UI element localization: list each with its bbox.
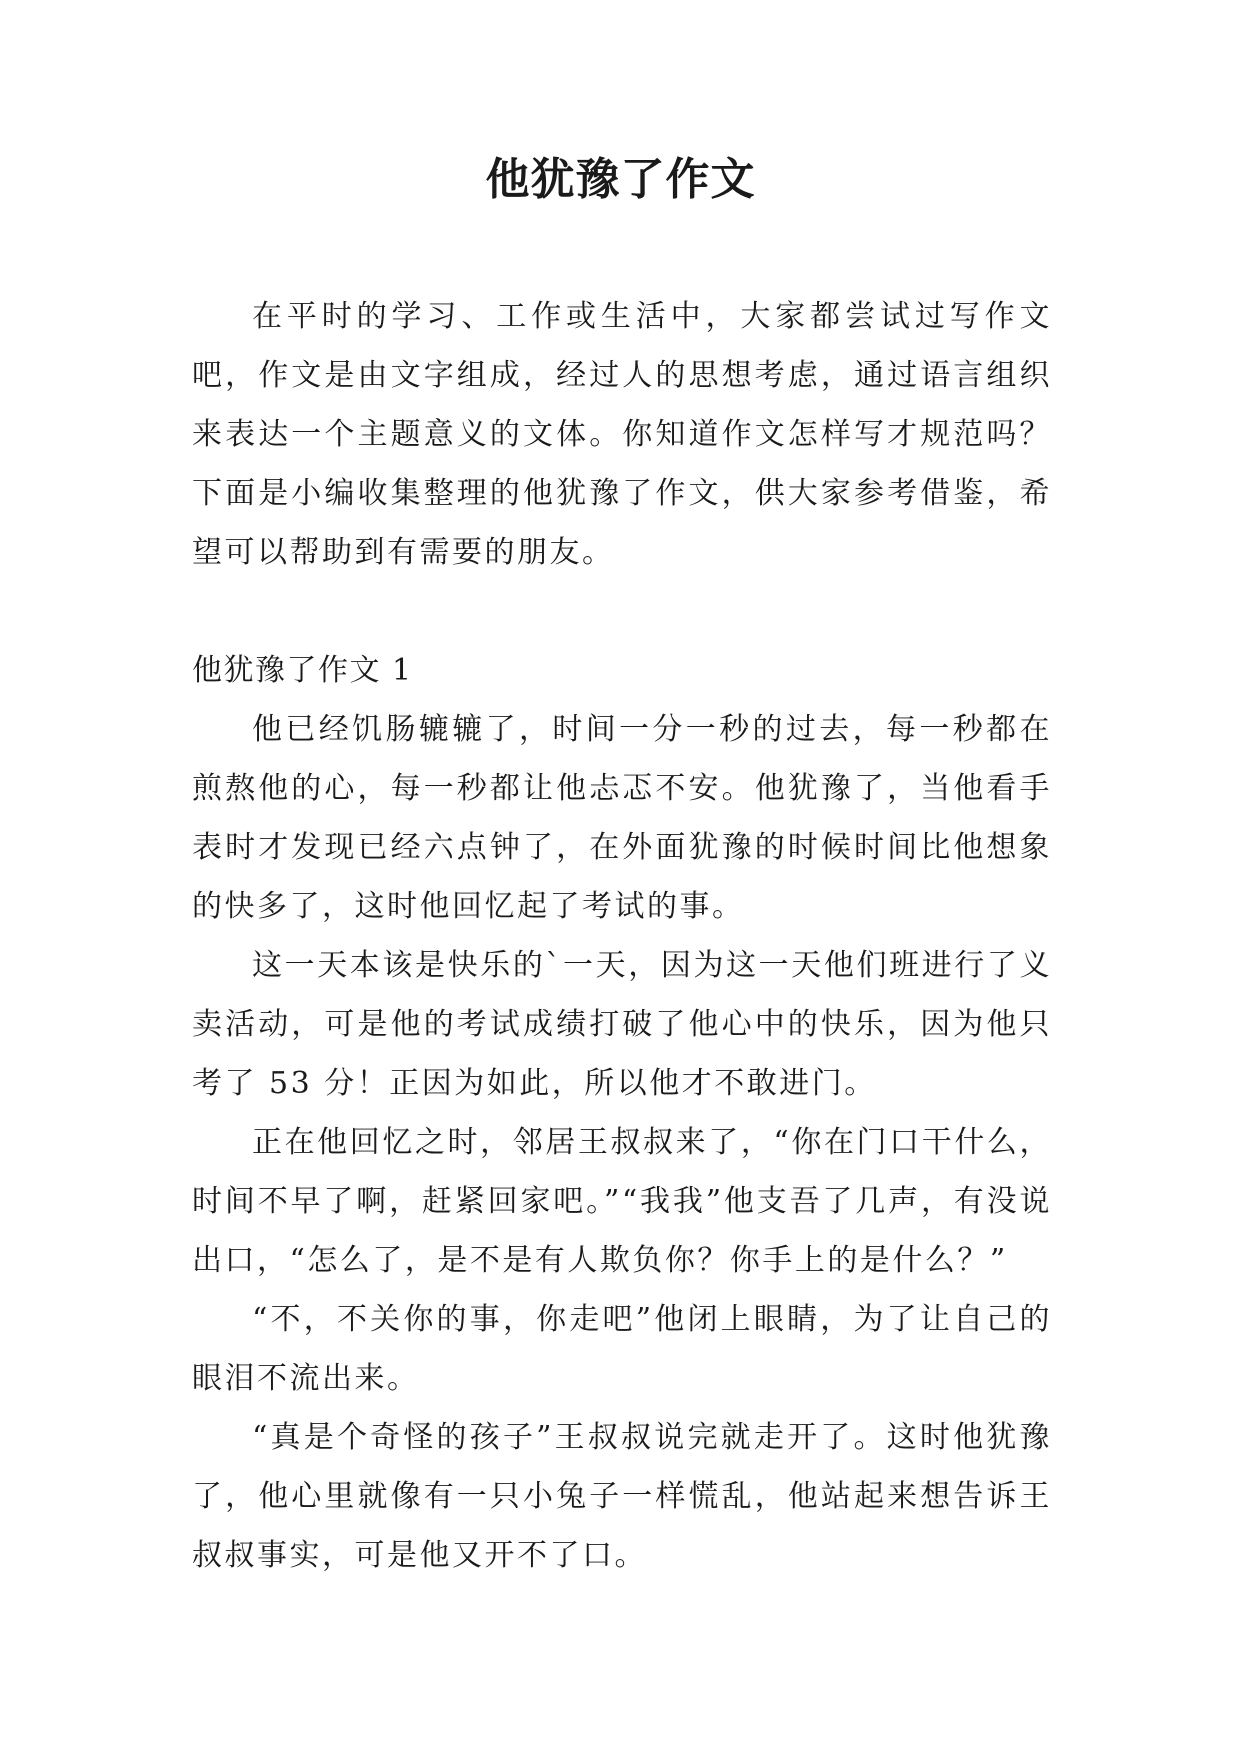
document-title: 他犹豫了作文 xyxy=(485,154,756,205)
intro-paragraph: 在平时的学习、工作或生活中，大家都尝试过写作文吧，作文是由文字组成，经过人的思想考虑，通过语言组织来表达一个主题意义的文体。你知道作文怎样写才规范吗？下面是小编收集整理的他犹豫了作文，供大家参考借鉴，希望可以帮助到有需要的朋友。 xyxy=(192,299,1052,570)
document-body xyxy=(192,287,1052,1585)
body-paragraph: 他已经饥肠辘辘了，时间一分一秒的过去，每一秒都在煎熬他的心，每一秒都让他忐忑不安。他犹豫了，当他看手表时才发现已经六点钟了，在外面犹豫的时候时间比他想象的快多了，这时他回忆起了考试的事。 xyxy=(192,712,1052,924)
body-paragraph: 正在他回忆之时，邻居王叔叔来了，“你在门口干什么，时间不早了啊，赶紧回家吧。”“我我”他支吾了几声，有没说出口，“怎么了，是不是有人欺负你？你手上的是什么？” xyxy=(192,1125,1052,1278)
body-paragraph: “不，不关你的事，你走吧”他闭上眼睛，为了让自己的眼泪不流出来。 xyxy=(192,1302,1052,1396)
section-heading: 他犹豫了作文 1 xyxy=(192,653,413,688)
body-paragraph: 这一天本该是快乐的`一天，因为这一天他们班进行了义卖活动，可是他的考试成绩打破了他心中的快乐，因为他只考了 53 分！正因为如此，所以他才不敢进门。 xyxy=(192,948,1052,1101)
body-paragraph: “真是个奇怪的孩子”王叔叔说完就走开了。这时他犹豫了，他心里就像有一只小兔子一样慌乱，他站起来想告诉王叔叔事实，可是他又开不了口。 xyxy=(192,1420,1052,1573)
